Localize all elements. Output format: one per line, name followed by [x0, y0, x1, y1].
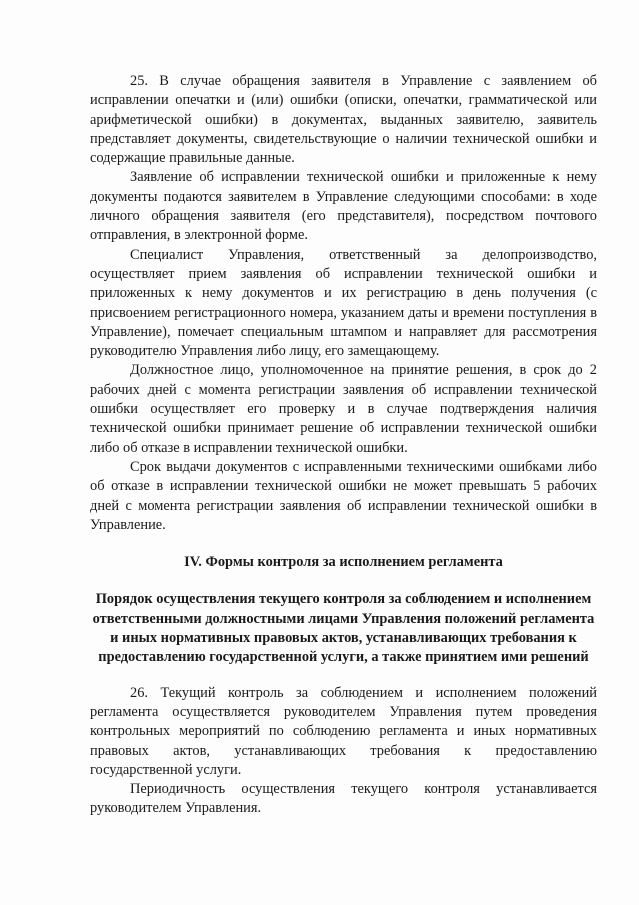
- document-body: [90, 72, 597, 819]
- section-title: IV. Формы контроля за исполнением регламента: [184, 554, 503, 571]
- paragraph-specialist-registration: Специалист Управления, ответственный за делопроизводство, осуществляет прием заявления об исправлении технической ошибки и приложенных к нему документов и их регистрацию в день получения (с присвоением регистрационного номера, указанием даты и времени поступления в Управление), помечает специальным штампом и направляет для рассмотрения руководителю Управления либо лицу, его замещающему.: [90, 246, 597, 360]
- paragraph-26: 26. Текущий контроль за соблюдением и исполнением положений регламента осуществляется руководителем Управления путем проведения контрольных мероприятий по соблюдению регламента и иных нормативных правовых актов, устанавливающих требования к предоставлению государственной услуги.: [90, 684, 597, 778]
- paragraph-error-application-submission: Заявление об исправлении технической ошибки и приложенные к нему документы подаются заявителем в Управление следующими способами: в ходе личного обращения заявителя (его представителя), посредством почтового отправления, в электронной форме.: [90, 169, 597, 244]
- paragraph-issuance-deadline: Срок выдачи документов с исправленными техническими ошибками либо об отказе в исправлении технической ошибки не может превышать 5 рабочих дней с момента регистрации заявления об исправлении технической ошибки в Управление.: [90, 458, 597, 533]
- paragraph-official-decision: Должностное лицо, уполномоченное на принятие решения, в срок до 2 рабочих дней с момента регистрации заявления об исправлении технической ошибки осуществляет его проверку и в случае подтверждения наличия технической ошибки принимает решение об исправлении технической ошибки либо об отказе в исправлении технической ошибки.: [90, 362, 597, 456]
- paragraph-25: 25. В случае обращения заявителя в Управление с заявлением об исправлении опечатки и (или) ошибки (описки, опечатки, грамматической или арифметической ошибки) в документах, выданных заявителю, заявитель представляет документы, свидетельствующие о наличии технической ошибки и содержащие правильные данные.: [90, 73, 597, 167]
- subsection-title: Порядок осуществления текущего контроля за соблюдением и исполнением ответственными должностными лицами Управления положений регламента и иных нормативных правовых актов, устанавливающих требования к предоставлению государственной услуги, а также принятием ими решений: [92, 591, 595, 666]
- paragraph-control-periodicity: Периодичность осуществления текущего контроля устанавливается руководителем Управления.: [90, 781, 597, 817]
